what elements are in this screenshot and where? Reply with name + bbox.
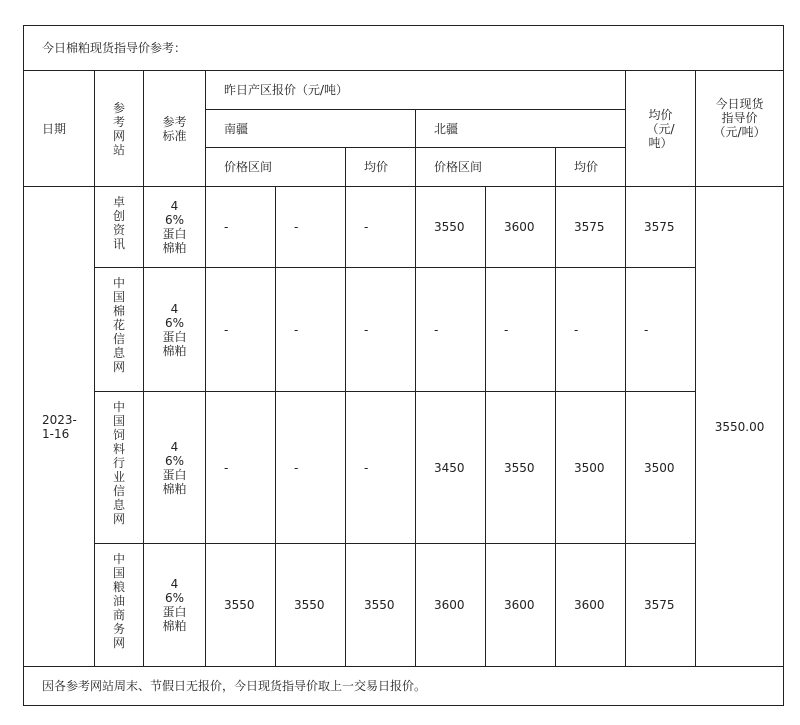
row-avg: -	[626, 268, 696, 392]
header-south-avg: 均价	[346, 148, 416, 187]
table-title: 今日棉粕现货指导价参考：	[24, 26, 784, 71]
south-high: -	[276, 392, 346, 544]
header-north-range: 价格区间	[416, 148, 556, 187]
standard-cell: 46%蛋白棉粕	[144, 268, 206, 392]
north-high: 3550	[486, 392, 556, 544]
south-avg: 3550	[346, 544, 416, 667]
north-high: -	[486, 268, 556, 392]
header-standard: 参考标准	[144, 71, 206, 187]
south-high: -	[276, 187, 346, 268]
row-avg: 3500	[626, 392, 696, 544]
price-table	[23, 25, 784, 706]
header-north-avg: 均价	[556, 148, 626, 187]
north-low: 3600	[416, 544, 486, 667]
north-avg: 3575	[556, 187, 626, 268]
site-cell: 中国棉花信息网	[95, 268, 144, 392]
header-south: 南疆	[206, 110, 416, 148]
south-avg: -	[346, 187, 416, 268]
header-site: 参考网站	[95, 71, 144, 187]
south-low: -	[206, 392, 276, 544]
row-avg: 3575	[626, 187, 696, 268]
guide-price: 3550.00	[696, 187, 784, 667]
table-row	[24, 544, 784, 667]
table-row	[24, 392, 784, 544]
south-low: 3550	[206, 544, 276, 667]
site-cell: 中国粮油商务网	[95, 544, 144, 667]
south-low: -	[206, 268, 276, 392]
north-avg: -	[556, 268, 626, 392]
header-south-range: 价格区间	[206, 148, 346, 187]
site-cell: 中国饲料行业信息网	[95, 392, 144, 544]
south-low: -	[206, 187, 276, 268]
date-cell: 2023-1-16	[24, 187, 95, 667]
north-low: 3550	[416, 187, 486, 268]
north-low: 3450	[416, 392, 486, 544]
row-avg: 3575	[626, 544, 696, 667]
north-low: -	[416, 268, 486, 392]
north-high: 3600	[486, 544, 556, 667]
header-avg-unit: 均价（元/吨）	[626, 71, 696, 187]
south-high: -	[276, 268, 346, 392]
table-footnote: 因各参考网站周末、节假日无报价，今日现货指导价取上一交易日报价。	[24, 667, 784, 706]
south-avg: -	[346, 392, 416, 544]
site-cell: 卓创资讯	[95, 187, 144, 268]
standard-cell: 46%蛋白棉粕	[144, 187, 206, 268]
header-yesterday: 昨日产区报价（元/吨）	[206, 71, 626, 110]
standard-cell: 46%蛋白棉粕	[144, 392, 206, 544]
north-avg: 3600	[556, 544, 626, 667]
standard-cell: 46%蛋白棉粕	[144, 544, 206, 667]
north-high: 3600	[486, 187, 556, 268]
table-row	[24, 187, 784, 268]
header-today-guide: 今日现货指导价（元/吨）	[696, 71, 784, 187]
header-north: 北疆	[416, 110, 626, 148]
south-avg: -	[346, 268, 416, 392]
north-avg: 3500	[556, 392, 626, 544]
table-row	[24, 268, 784, 392]
south-high: 3550	[276, 544, 346, 667]
header-date: 日期	[24, 71, 95, 187]
